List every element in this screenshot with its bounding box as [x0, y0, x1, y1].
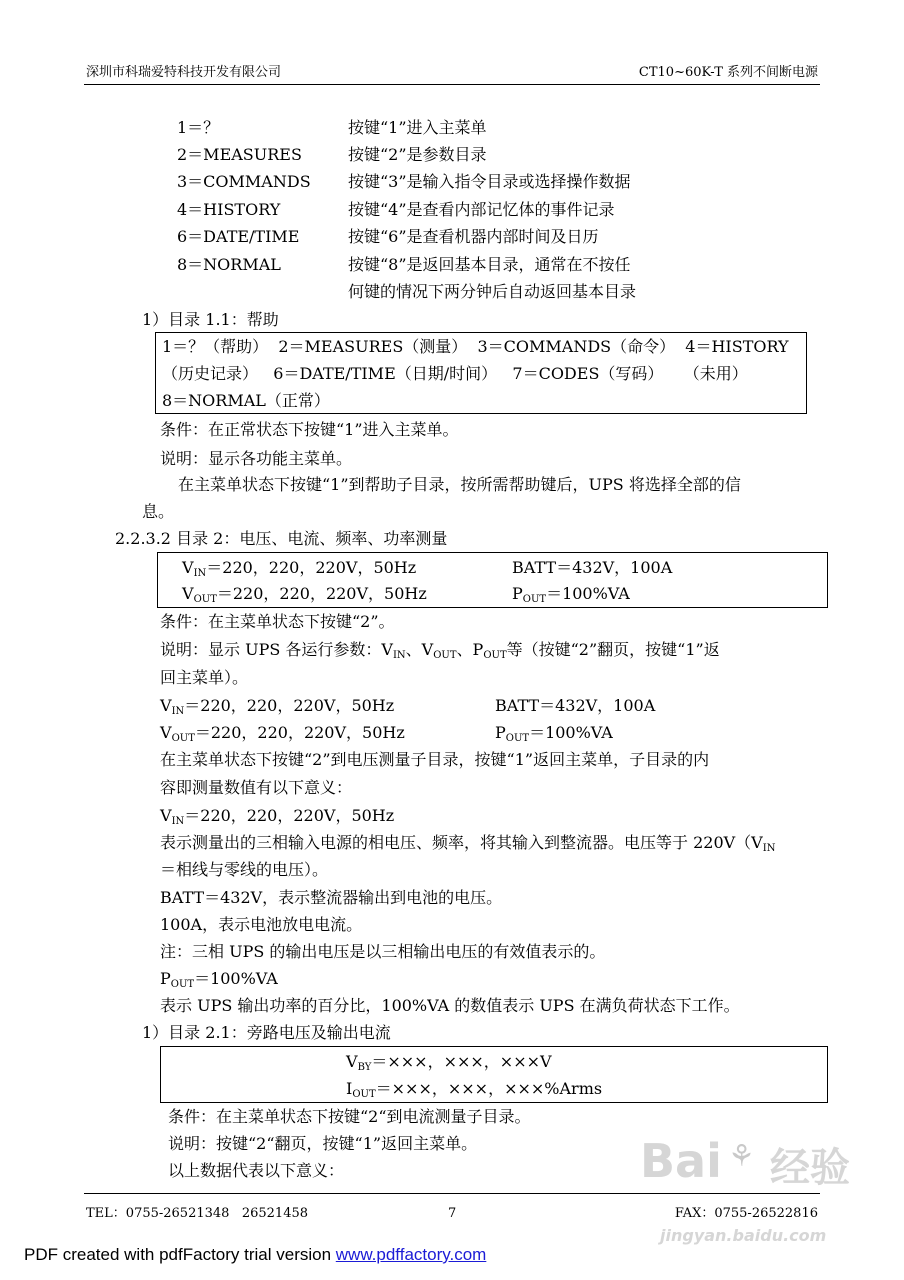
box-pout: $P_{OUT}=100\%VA$ [512, 584, 630, 605]
bypass-note: 说明：按键“2“翻页，按键“1”返回主菜单。 [168, 1134, 478, 1153]
help-paragraph-line2: 息。 [142, 502, 175, 521]
measure-section-title: 2.2.3.2 目录 2：电压、电流、频率、功率测量 [115, 529, 448, 548]
help-box-line1: 1＝？（帮助） 2＝MEASURES（测量） 3＝COMMANDS（命令） 4＝HISTORY [162, 337, 789, 356]
measure-para-line1: 在主菜单状态下按键“2”到电压测量子目录，按键“1”返回主菜单，子目录的内 [160, 750, 710, 769]
menu-desc: 按键“4”是查看内部记忆体的事件记录 [348, 200, 615, 219]
box-batt: BATT＝432V，100A [512, 558, 673, 577]
menu-desc: 按键“8”是返回基本目录，通常在不按任 [348, 255, 631, 274]
help-section-title: 1）目录 1.1：帮助 [142, 310, 279, 329]
footer-rule [84, 1193, 820, 1194]
menu-code: 6＝DATE/TIME [177, 227, 300, 246]
watermark-brand: Bai [640, 1134, 722, 1188]
menu-code: 2＝MEASURES [177, 145, 302, 164]
header-rule [84, 84, 820, 85]
help-note: 说明：显示各功能主菜单。 [160, 449, 353, 468]
explain-vin-line1: 表示测量出的三相输入电源的相电压、频率，将其输入到整流器。电压等于 $220V(V_{IN}$ [160, 833, 776, 854]
explain-batt: BATT＝432V，表示整流器输出到电池的电压。 [160, 888, 503, 907]
help-condition: 条件：在正常状态下按键“1”进入主菜单。 [160, 420, 459, 439]
footer-page-number: 7 [448, 1206, 457, 1221]
measure-para-line2: 容即测量数值有以下意义： [160, 778, 353, 797]
box-vout: $V_{OUT}=220$，220，220V，50Hz [182, 584, 427, 605]
help-paragraph-line1: 在主菜单状态下按键“1”到帮助子目录，按所需帮助键后，UPS 将选择全部的信 [178, 475, 741, 494]
text-vout: $V_{OUT}=220$，220，220V，50Hz [160, 723, 405, 744]
header-product: CT10~60K-T 系列不间断电源 [638, 65, 818, 80]
box-iout: $I_{OUT}=\times\times\times$，×××，×××%Arms [346, 1079, 603, 1100]
explain-pout: 表示 UPS 输出功率的百分比，100%VA 的数值表示 UPS 在满负荷状态下工作。 [160, 996, 740, 1015]
explain-note: 注：三相 UPS 的输出电压是以三相输出电压的有效值表示的。 [160, 942, 606, 961]
footer-fax: FAX：0755-26522816 [674, 1206, 818, 1221]
measure-note: 说明：显示 UPS 各运行参数：$V_{IN}$、$V_{OUT}$、$P_{OUT}$等（按键“2”翻页，按键“1”返 [160, 640, 720, 661]
help-box-line3: 8＝NORMAL（正常） [162, 391, 330, 410]
pdffactory-link[interactable]: www.pdffactory.com [335, 1245, 487, 1264]
header-company: 深圳市科瑞爱特科技开发有限公司 [86, 65, 282, 80]
explain-current: 100A，表示电池放电电流。 [160, 915, 363, 934]
menu-desc: 按键“6”是查看机器内部时间及日历 [348, 227, 599, 246]
menu-code: 8＝NORMAL [177, 255, 281, 274]
watermark-brand-cn: 经验 [770, 1145, 850, 1191]
measure-condition: 条件：在主菜单状态下按键“2”。 [160, 612, 395, 631]
watermark-url: jingyan.baidu.com [660, 1226, 827, 1245]
menu-desc: 按键“3”是输入指令目录或选择操作数据 [348, 172, 631, 191]
explain-pout-label: $P_{OUT}=100\%VA$ [160, 969, 278, 990]
measure-note-line2: 回主菜单）。 [160, 668, 249, 687]
menu-code: 4＝HISTORY [177, 200, 281, 219]
menu-code: 3＝COMMANDS [177, 172, 311, 191]
bypass-data-meaning: 以上数据代表以下意义： [168, 1161, 345, 1180]
menu-desc: 按键“2”是参数目录 [348, 145, 487, 164]
box-vin: $V_{IN}=220$，220，220V，50Hz [182, 558, 417, 579]
paw-icon: ⚘ [728, 1139, 755, 1174]
menu-desc: 按键“1”进入主菜单 [348, 118, 487, 137]
explain-vin-line2: ＝相线与零线的电压）。 [160, 860, 329, 879]
text-batt: BATT＝432V，100A [495, 696, 656, 715]
menu-code: 1＝？ [177, 118, 220, 137]
text-vin: $V_{IN}=220$，220，220V，50Hz [160, 696, 395, 717]
bypass-condition: 条件：在主菜单状态下按键“2“到电流测量子目录。 [168, 1107, 531, 1126]
footer-tel: TEL：0755-26521348 26521458 [86, 1206, 309, 1221]
pdf-notice: PDF created with pdfFactory trial version www.pdffactory.com [24, 1245, 487, 1264]
explain-vin-label: $V_{IN}=220$，220，220V，50Hz [160, 806, 395, 827]
help-box-line2: （历史记录） 6＝DATE/TIME（日期/时间） 7＝CODES（写码） （未用） [162, 364, 748, 383]
text-pout: $P_{OUT}=100\%VA$ [495, 723, 613, 744]
box-vby: $V_{BY}=\times\times\times$，×××，×××V [346, 1052, 552, 1073]
menu-desc-cont: 何键的情况下两分钟后自动返回基本目录 [348, 282, 637, 301]
bypass-section-title: 1）目录 2.1：旁路电压及输出电流 [142, 1023, 391, 1042]
